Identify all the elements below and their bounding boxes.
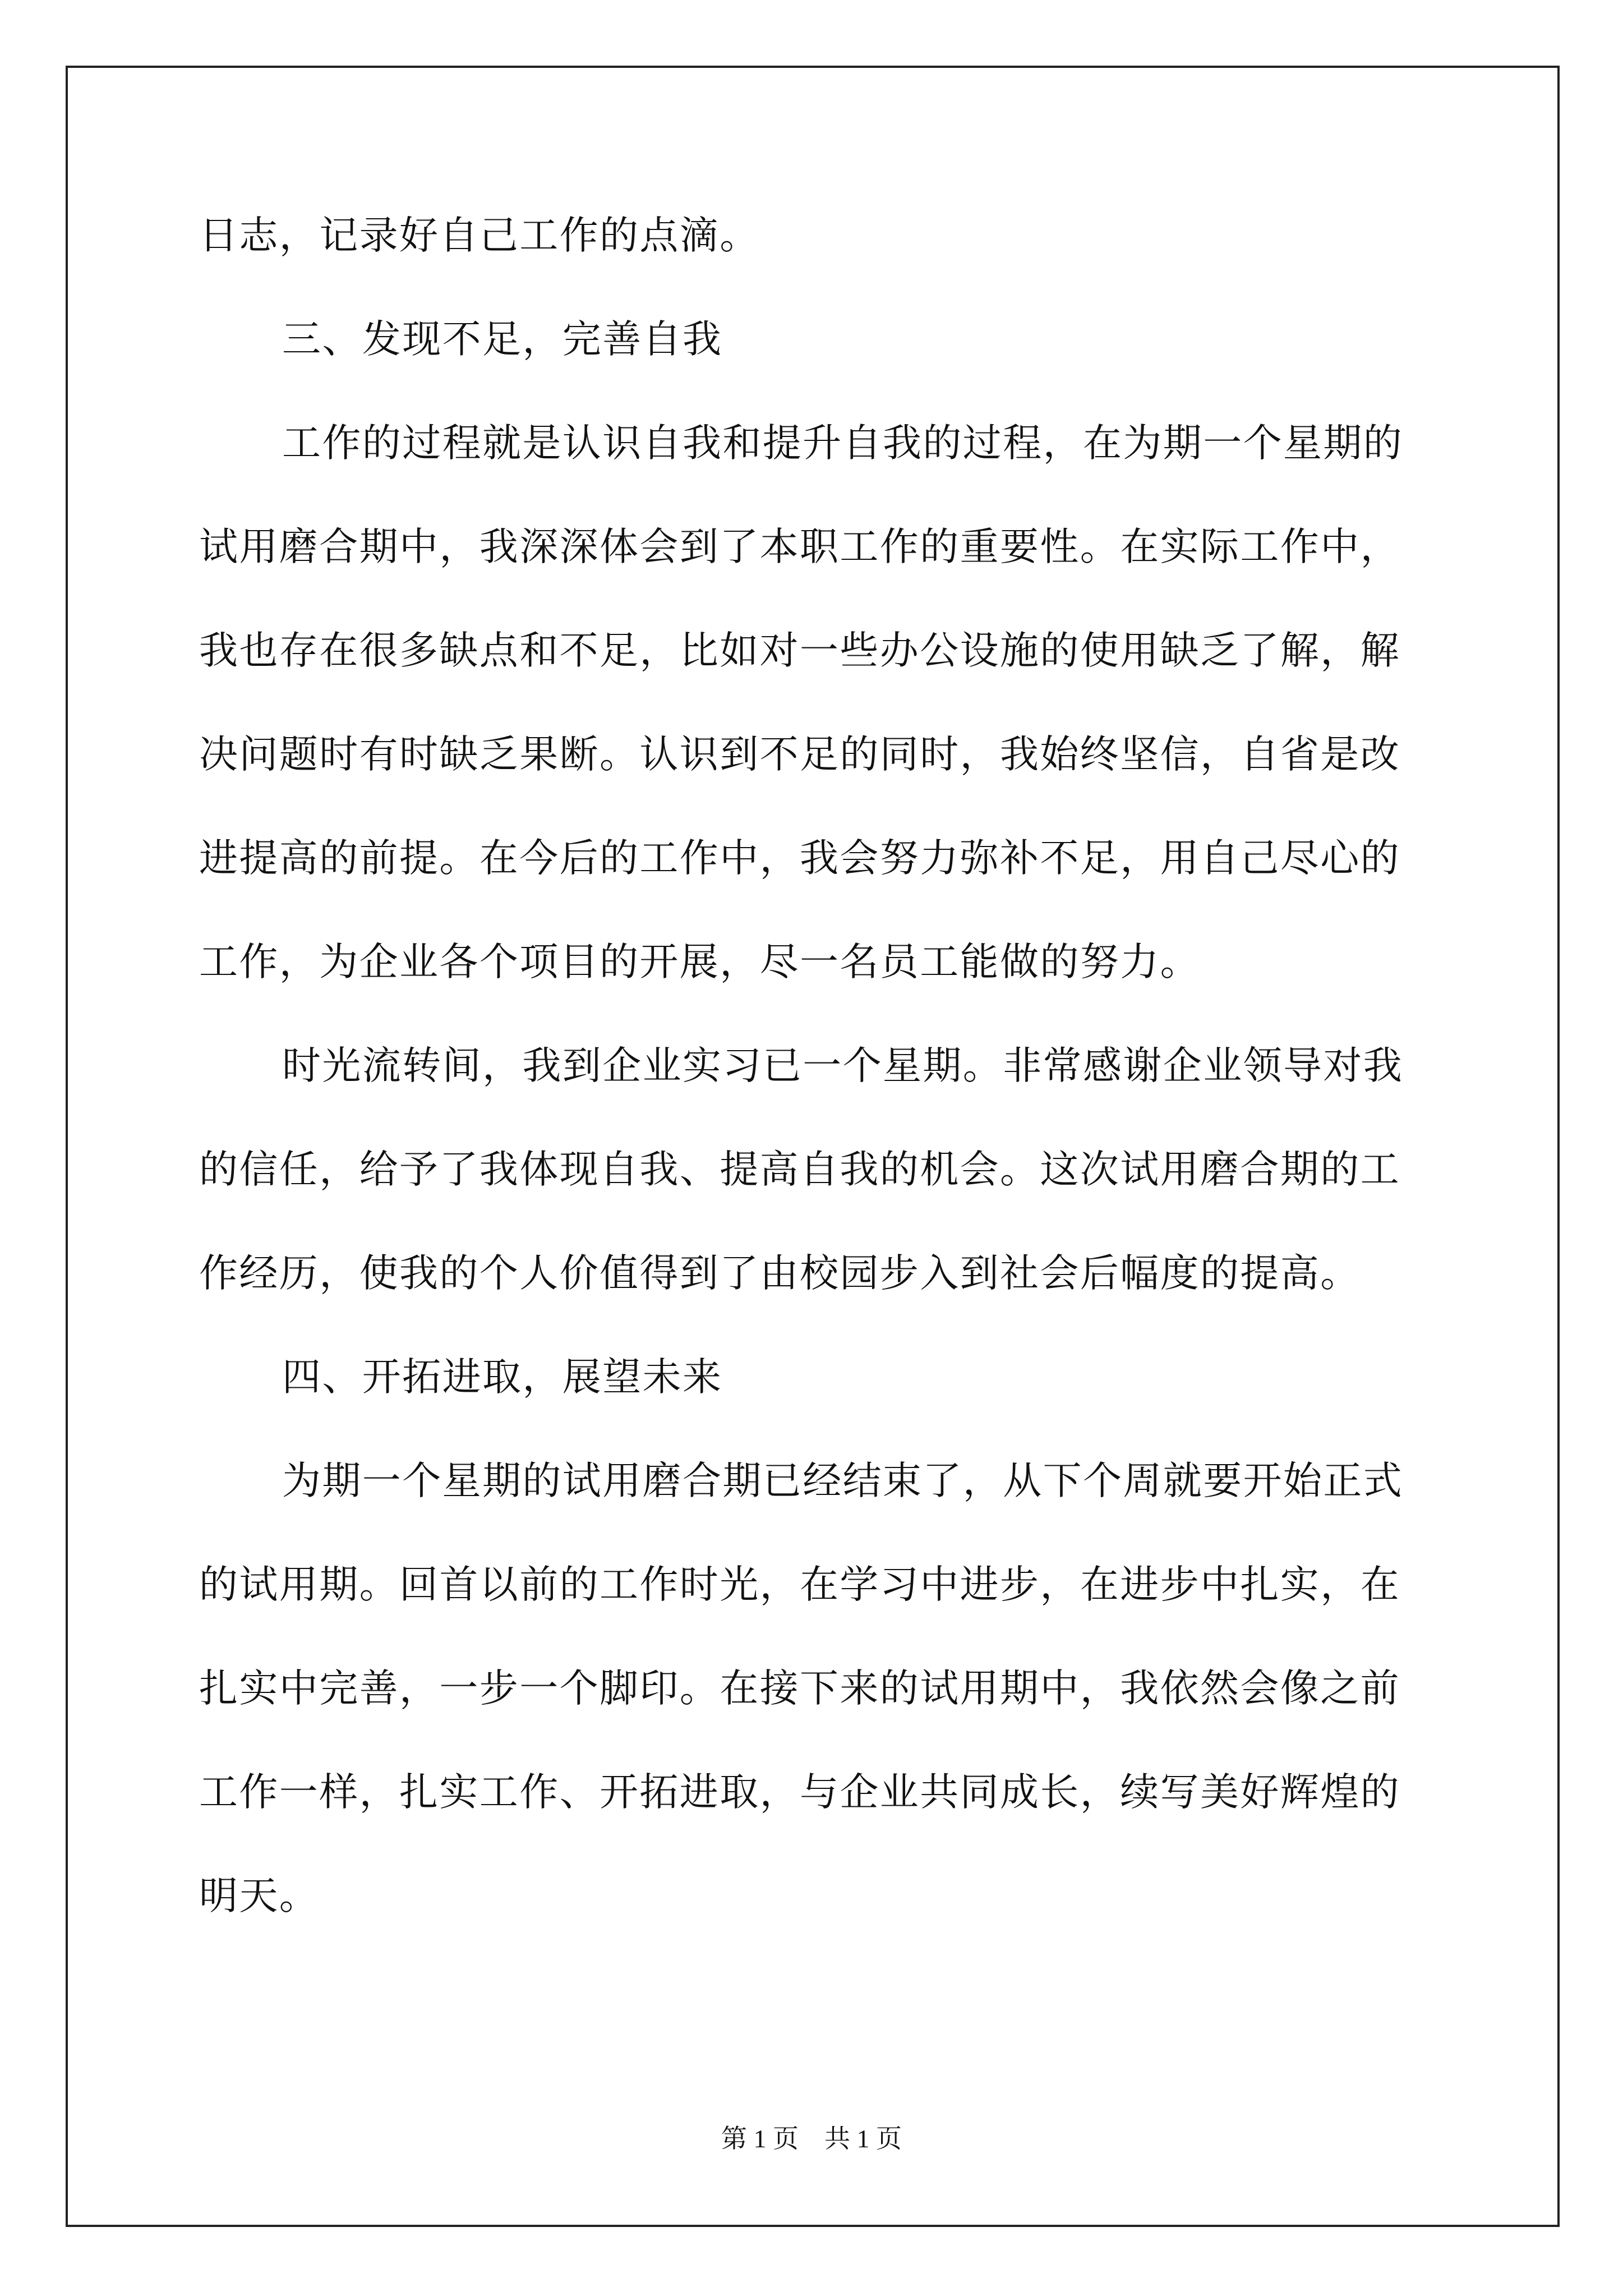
paragraph-line: 的试用期。回首以前的工作时光，在学习中进步，在进步中扎实，在 (199, 1562, 1400, 1607)
paragraph-line: 扎实中完善，一步一个脚印。在接下来的试用期中，我依然会像之前 (199, 1666, 1400, 1711)
paragraph-line: 试用磨合期中，我深深体会到了本职工作的重要性。在实际工作中， (199, 524, 1400, 569)
paragraph-line: 为期一个星期的试用磨合期已经结束了，从下个周就要开始正式 (282, 1458, 1404, 1503)
paragraph-line: 进提高的前提。在今后的工作中，我会努力弥补不足，用自己尽心的 (199, 836, 1400, 881)
paragraph-line: 工作，为企业各个项目的开展，尽一名员工能做的努力。 (199, 940, 1200, 984)
paragraph-line: 时光流转间，我到企业实习已一个星期。非常感谢企业领导对我 (282, 1043, 1404, 1088)
section-heading: 三、发现不足，完善自我 (282, 317, 723, 362)
paragraph-line: 的信任，给予了我体现自我、提高自我的机会。这次试用磨合期的工 (199, 1147, 1400, 1192)
paragraph-line: 作经历，使我的个人价值得到了由校园步入到社会后幅度的提高。 (199, 1251, 1361, 1296)
paragraph-line: 我也存在很多缺点和不足，比如对一些办公设施的使用缺乏了解，解 (199, 628, 1400, 673)
page-number-footer: 第 1 页 共 1 页 (721, 2124, 902, 2153)
paragraph-line: 工作一样，扎实工作、开拓进取，与企业共同成长，续写美好辉煌的 (199, 1770, 1400, 1815)
paragraph-line: 工作的过程就是认识自我和提升自我的过程，在为期一个星期的 (282, 421, 1404, 466)
paragraph-line: 日志，记录好自己工作的点滴。 (199, 213, 760, 258)
paragraph-line: 明天。 (199, 1874, 320, 1918)
paragraph-line: 决问题时有时缺乏果断。认识到不足的同时，我始终坚信，自省是改 (199, 732, 1400, 777)
section-heading: 四、开拓进取，展望未来 (282, 1355, 723, 1400)
